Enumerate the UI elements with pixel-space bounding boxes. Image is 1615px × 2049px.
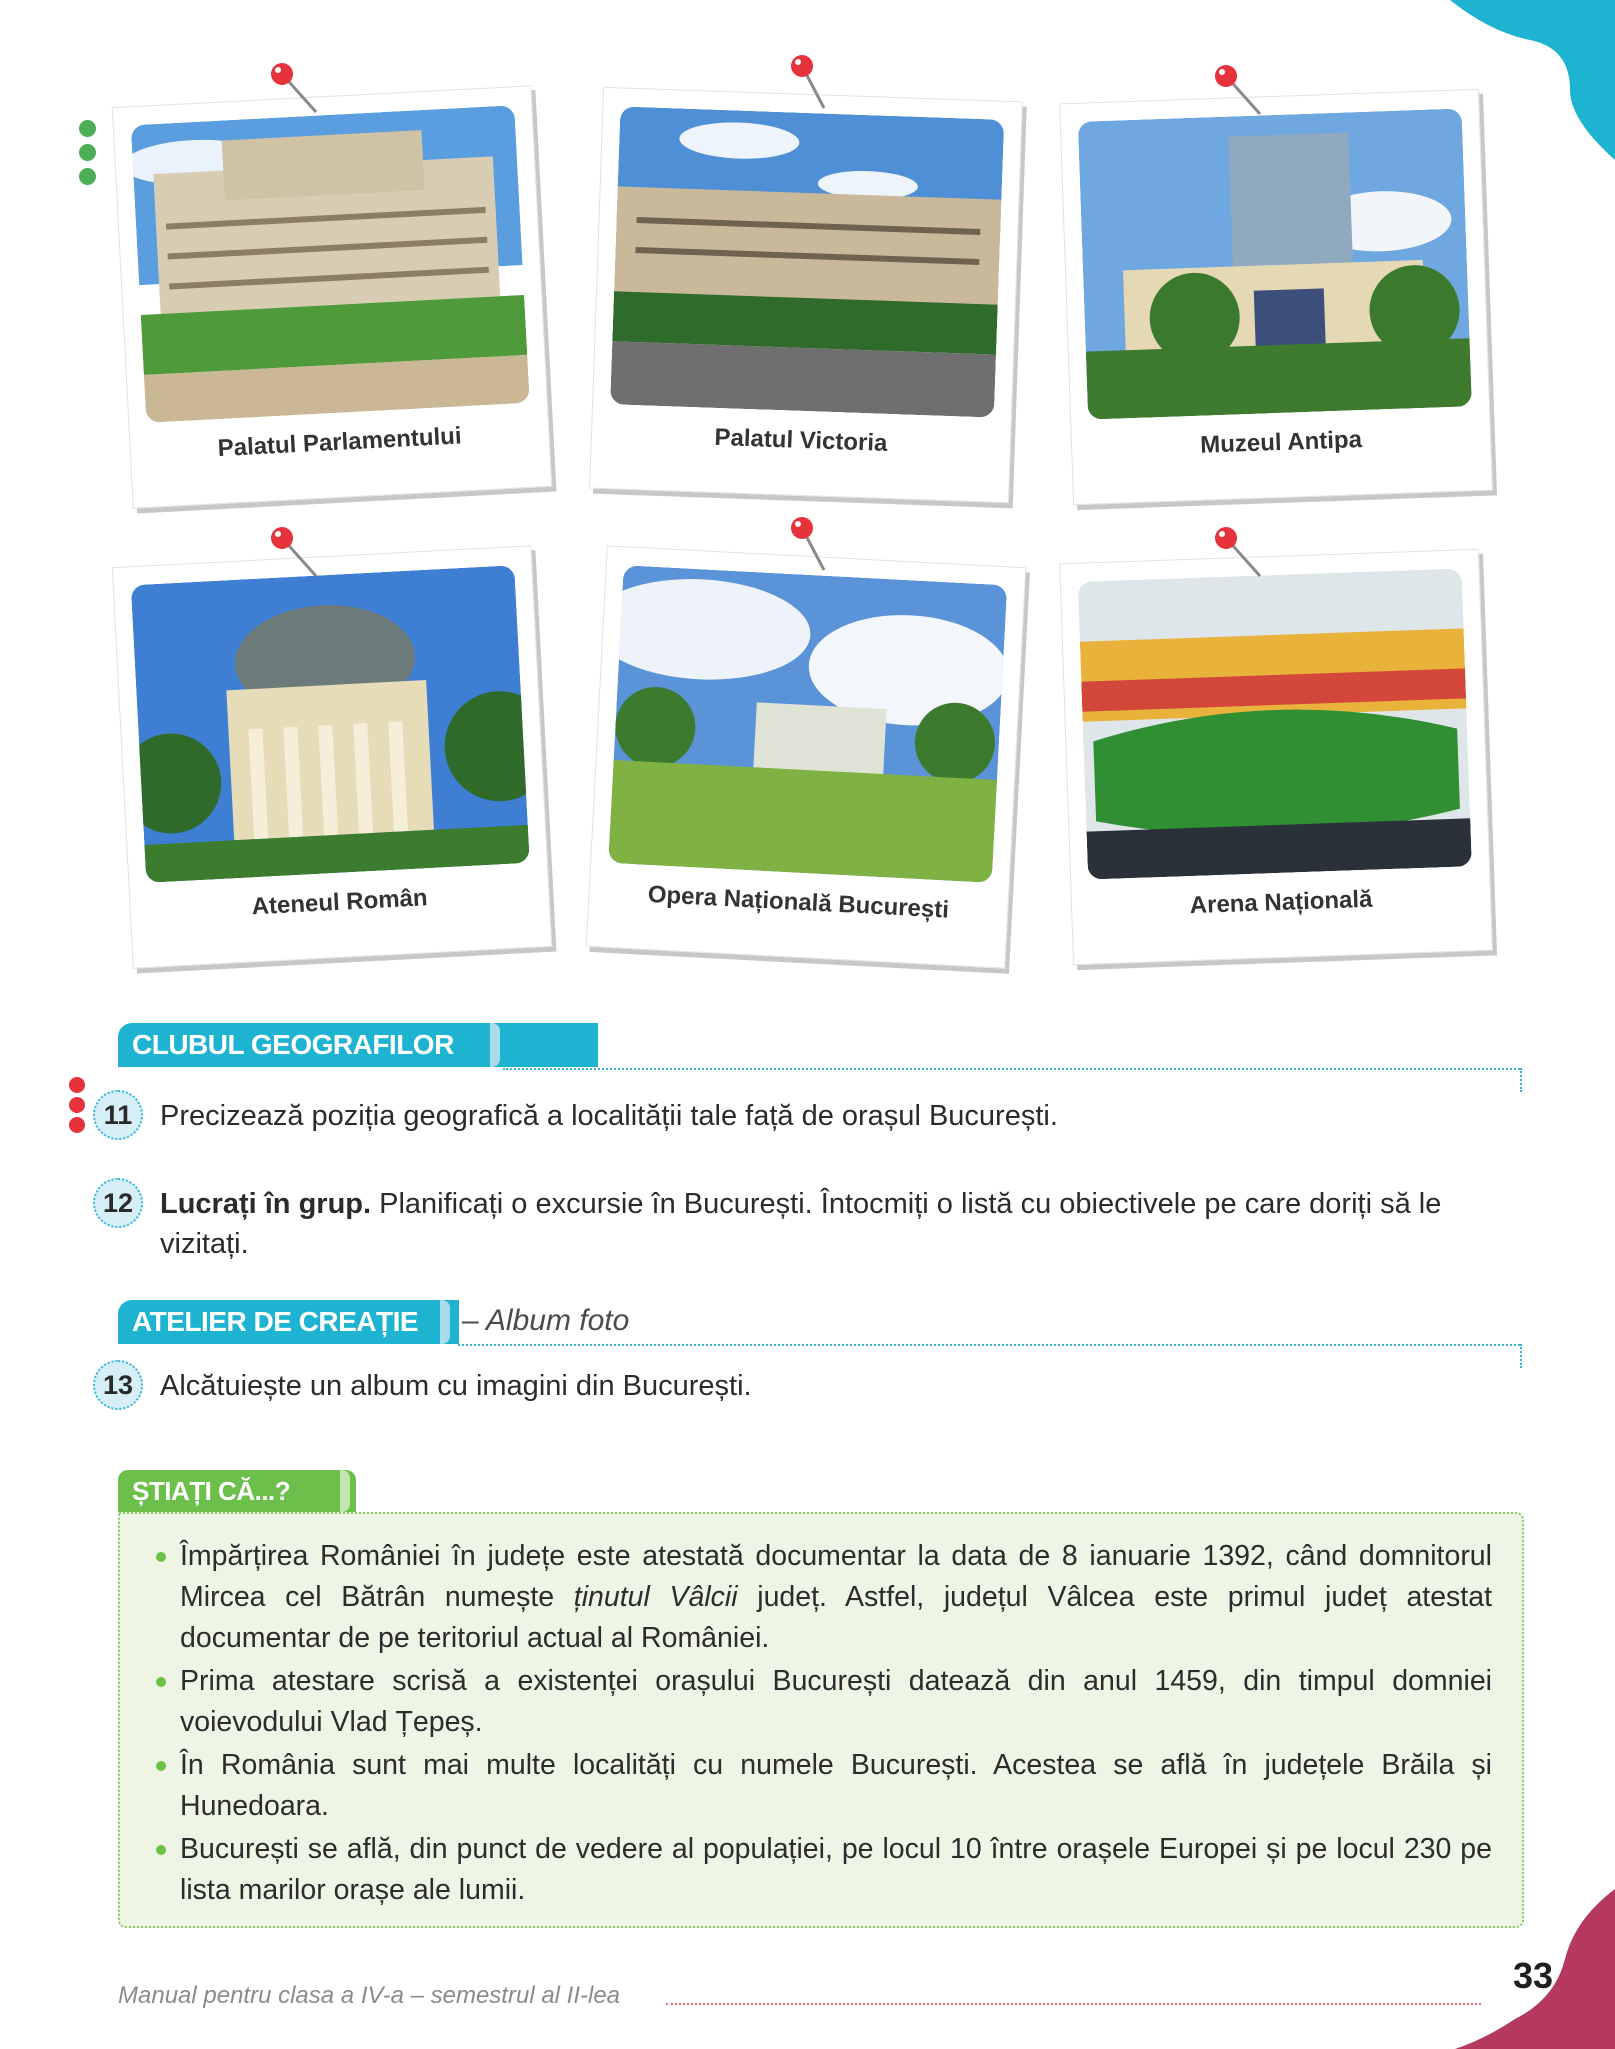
photo-card-opera-nationala bbox=[586, 545, 1026, 968]
section-divider-end bbox=[1520, 1068, 1522, 1092]
photo-image bbox=[1078, 568, 1472, 879]
task-13-text: Alcătuiește un album cu imagini din București. bbox=[160, 1370, 752, 1402]
task-12-text: Lucrați în grup. Planificați o excursie în București. Întocmiți o listă cu obiectivele pe care doriți să le vizitați. bbox=[160, 1188, 1442, 1260]
red-pin-icon bbox=[1212, 62, 1272, 132]
photo-image bbox=[1078, 108, 1472, 419]
red-pin-icon bbox=[268, 524, 328, 594]
photo-card-palatul-victoria bbox=[589, 87, 1023, 503]
fact-item: În România sunt mai multe localități cu numele București. Acestea se află în județele Brăila și Hunedoara. bbox=[156, 1745, 1492, 1827]
photo-image bbox=[610, 106, 1004, 417]
photo-card-arena-nationala bbox=[1059, 549, 1493, 965]
fact-item: Prima atestare scrisă a existenței orașului București datează din anul 1459, din timpul domniei voievodului Vlad Țepeș. bbox=[156, 1661, 1492, 1743]
photo-caption: Muzeul Antipa bbox=[1199, 426, 1363, 459]
section-tag-facts: ȘTIAȚI CĂ...? bbox=[118, 1470, 356, 1512]
footer-text: Manual pentru clasa a IV-a – semestrul al II-lea bbox=[118, 1982, 621, 2009]
footer-divider bbox=[666, 2003, 1481, 2005]
tag-tail bbox=[490, 1023, 500, 1067]
fact-item: București se află, din punct de vedere al populației, pe locul 10 între orașele Europei și pe locul 230 pe lista marilor orașe ale lumii. bbox=[156, 1829, 1492, 1911]
bullet-icon bbox=[156, 1677, 166, 1687]
task-number: 12 bbox=[93, 1178, 143, 1228]
bullet-icon bbox=[156, 1552, 166, 1562]
tag-tail bbox=[440, 1300, 450, 1344]
red-pin-icon bbox=[788, 514, 848, 584]
tag-tail bbox=[340, 1470, 350, 1512]
photo-caption: Ateneul Român bbox=[251, 884, 429, 921]
photo-caption: Palatul Parlamentului bbox=[217, 422, 463, 463]
section-tag-club: CLUBUL GEOGRAFILOR bbox=[118, 1023, 598, 1067]
photo-card-palatul-parlamentului bbox=[112, 85, 552, 508]
red-pin-icon bbox=[788, 52, 848, 122]
red-pin-icon bbox=[268, 60, 328, 130]
task-12-bold: Lucrați în grup. bbox=[160, 1188, 372, 1220]
photo-card-muzeul-antipa bbox=[1059, 89, 1493, 505]
photo-image bbox=[608, 565, 1007, 883]
facts-list bbox=[120, 1514, 1522, 1911]
photo-caption: Palatul Victoria bbox=[714, 423, 888, 457]
section-tag-atelier: ATELIER DE CREAȚIE bbox=[118, 1300, 459, 1344]
red-pin-icon bbox=[1212, 524, 1272, 594]
photo-caption: Arena Națională bbox=[1189, 885, 1373, 920]
facts-box bbox=[118, 1512, 1524, 1928]
task-number: 13 bbox=[93, 1360, 143, 1410]
photo-caption: Opera Națională București bbox=[647, 880, 950, 924]
task-11-text: Precizează poziția geografică a localității tale față de orașul București. bbox=[160, 1100, 1058, 1132]
section-divider-end bbox=[1520, 1344, 1522, 1368]
atelier-subtitle: – Album foto bbox=[462, 1304, 630, 1337]
page-number: 33 bbox=[1512, 1955, 1553, 1996]
decorative-dots bbox=[79, 120, 96, 192]
photo-card-ateneul-roman bbox=[112, 545, 552, 968]
bullet-icon bbox=[156, 1761, 166, 1771]
decorative-red-dots bbox=[69, 1077, 85, 1137]
photo-image bbox=[131, 565, 530, 883]
section-divider bbox=[458, 1344, 1520, 1346]
photo-image bbox=[131, 105, 530, 423]
fact-item: Împărțirea României în județe este atestată documentar la data de 8 ianuarie 1392, când domnitorul Mircea cel Bătrân numește ținutul Vâlcii județ. Astfel, județul Vâlcea este primul județ atestat documentar de pe teritoriul actual al României. bbox=[156, 1536, 1492, 1659]
section-divider bbox=[503, 1068, 1520, 1070]
bullet-icon bbox=[156, 1845, 166, 1855]
task-number: 11 bbox=[93, 1090, 143, 1140]
